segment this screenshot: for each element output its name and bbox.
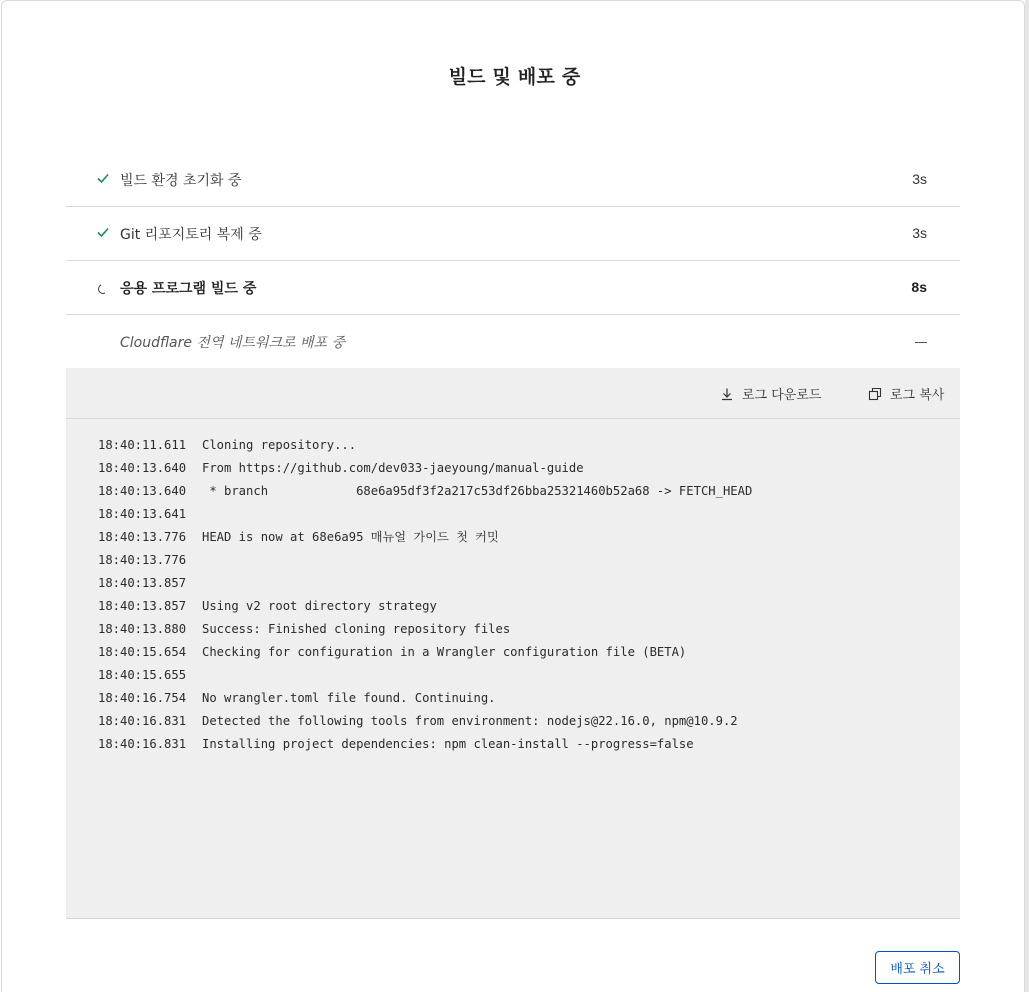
log-message: HEAD is now at 68e6a95 매뉴얼 가이드 첫 커밋 (202, 530, 499, 544)
log-line (98, 434, 752, 457)
log-message: Checking for configuration in a Wrangler configuration file (BETA) (202, 645, 687, 659)
step-label: Git 리포지토리 복제 중 (120, 227, 262, 243)
page-title: 빌드 및 배포 중 (448, 66, 581, 88)
copy-icon (868, 387, 882, 401)
log-line (98, 457, 752, 480)
log-message: Using v2 root directory strategy (202, 599, 437, 613)
log-timestamp: 18:40:13.857 (98, 599, 187, 613)
build-steps (66, 153, 960, 369)
log-line (98, 549, 752, 572)
log-line (98, 733, 752, 756)
step-label: Cloudflare 전역 네트워크로 배포 중 (120, 335, 346, 351)
copy-log-label: 로그 복사 (890, 388, 945, 403)
log-line (98, 641, 752, 664)
log-lines (98, 434, 752, 756)
log-timestamp: 18:40:16.831 (98, 714, 187, 728)
log-line (98, 710, 752, 733)
step-duration-pending (915, 333, 927, 349)
step-label: 응용 프로그램 빌드 중 (120, 281, 257, 297)
download-log-button[interactable] (720, 384, 821, 403)
log-message: Cloning repository... (202, 438, 357, 452)
step-label: 빌드 환경 초기화 중 (120, 173, 242, 189)
log-timestamp: 18:40:13.776 (98, 530, 187, 544)
log-line (98, 664, 752, 687)
log-timestamp: 18:40:11.611 (98, 438, 187, 452)
check-icon (96, 225, 112, 241)
step-duration: 3s (912, 225, 927, 241)
step-duration: 8s (911, 279, 927, 295)
copy-log-button[interactable] (868, 384, 944, 403)
download-log-label: 로그 다운로드 (742, 388, 822, 403)
log-timestamp: 18:40:13.880 (98, 622, 187, 636)
spinner-icon (96, 279, 112, 295)
log-message: No wrangler.toml file found. Continuing. (202, 691, 496, 705)
log-timestamp: 18:40:16.831 (98, 737, 187, 751)
check-icon (96, 171, 112, 187)
log-timestamp: 18:40:15.655 (98, 668, 187, 682)
log-message: Detected the following tools from environment: nodejs@22.16.0, npm@10.9.2 (202, 714, 738, 728)
step-duration: 3s (912, 171, 927, 187)
step-initialize (66, 153, 960, 207)
build-log-panel (66, 368, 960, 919)
cancel-deploy-button[interactable]: 배포 취소 (875, 951, 960, 984)
log-line (98, 526, 752, 549)
log-timestamp: 18:40:13.640 (98, 484, 187, 498)
log-line (98, 687, 752, 710)
log-line (98, 572, 752, 595)
log-toolbar (66, 368, 960, 419)
log-message: Installing project dependencies: npm clean-install --progress=false (202, 737, 694, 751)
log-timestamp: 18:40:13.776 (98, 553, 187, 567)
download-icon (720, 387, 734, 401)
step-clone (66, 207, 960, 261)
dash-icon (915, 342, 927, 344)
log-timestamp: 18:40:13.641 (98, 507, 187, 521)
step-deploy (66, 315, 960, 369)
log-message: Success: Finished cloning repository files (202, 622, 511, 636)
window-edge (1025, 0, 1029, 992)
log-timestamp: 18:40:16.754 (98, 691, 187, 705)
log-line (98, 595, 752, 618)
log-line (98, 503, 752, 526)
step-build (66, 261, 960, 315)
log-message: From https://github.com/dev033-jaeyoung/manual-guide (202, 461, 584, 475)
log-line (98, 618, 752, 641)
log-line (98, 480, 752, 503)
log-timestamp: 18:40:13.640 (98, 461, 187, 475)
log-timestamp: 18:40:13.857 (98, 576, 187, 590)
log-message: * branch 68e6a95df3f2a217c53df26bba25321460b52a68 -> FETCH_HEAD (202, 484, 753, 498)
log-timestamp: 18:40:15.654 (98, 645, 187, 659)
